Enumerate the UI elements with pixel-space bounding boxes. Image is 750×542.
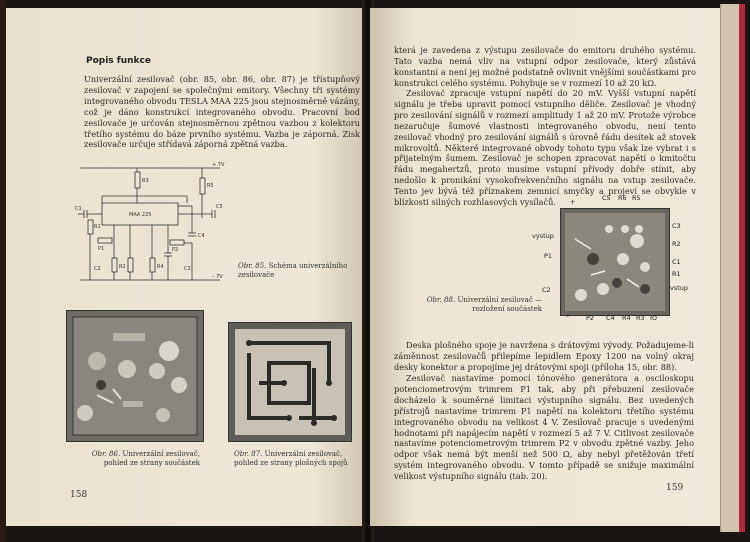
label-p2: P2 [586, 314, 595, 322]
fig88-caption [422, 296, 542, 314]
label-vstup: vstup [670, 284, 689, 292]
label-r3: R3 [636, 314, 645, 322]
label-p1: P1 [544, 252, 553, 260]
label-io: IO [650, 314, 658, 322]
fig87-number: Obr. 87. [234, 450, 263, 458]
label-plus: + [570, 198, 576, 206]
fig87-photo [228, 322, 352, 442]
page-number-right: 159 [666, 483, 684, 493]
input-paragraph: Zesilovač zpracuje vstupní napětí do 20 mV. Vyšší vstupní napětí signálu je třeba upravit pomocí vstupního děliče. Zesilovač je vhodný pro zesilování signálů v rozmezí amplitudy 1 až 20 mV. Protože výrobce nezaručuje šumové vlastnosti integrovaného obvodu, není tento zesilovač vhodný pro zesilování signálů s úrovně řádu desítek až stovek mikrovoltů. Některé integrované obvody tohoto typu však lze vybrat i s přijatelným šumem. Zesilovač je schopen zpracovat napětí o kmitočtu řádu megahertzů, proto musíme vstupní přívody dobře stínit, aby nedošlo k pronikání vysokofrekvenčního signálu na vstup zesilovače. Tento jev bývá též příznakem zemnicí smyčky a projeví se obvykle v blízkosti silných rozhlasových vysílačů. [394, 88, 696, 208]
left-page [6, 8, 366, 526]
r4-label: R4 [157, 264, 164, 270]
setup-paragraph: Zesilovač nastavíme pomocí tónového generátora a osciloskopu potenciometrovým trimrem P1 tak, aby při přebuzení zesilovače docházelo k souměrné limitaci výstupního signálu. Bez uvedených přístrojů nastavíme trimrem P1 napětí na kolektoru třetího systému integrovaného obvodu na velikost 4 V. Zesilovač pracuje s uvedenými hodnotami při napájecím napětí v rozmezí 5 až 7 V. Citlivost zesilovače nastavíme potenciometrovým trimrem P2 v obvodu zpětné vazby. Jeho odpor však nemá být menší než 500 Ω, aby nebyl přetěžován třetí systém integrovaného obvodu. V tomto případě se snižuje maximální velikost výstupního signálu (tab. 20). [394, 373, 694, 482]
page-edges [720, 4, 745, 532]
fig88-number: Obr. 88. [426, 296, 456, 304]
r2-label: R2 [119, 264, 126, 270]
c5-label: C5 [216, 204, 223, 210]
c3-label: C3 [184, 266, 191, 272]
fig86-photo [66, 310, 204, 442]
label-r1: R1 [672, 270, 681, 278]
r5-label: R5 [207, 183, 214, 189]
label-c1: C1 [672, 258, 681, 266]
label-c5: C5 [602, 194, 611, 202]
ic-label: MAA 225 [129, 212, 152, 218]
right-page [370, 8, 720, 526]
label-c2: C2 [542, 286, 551, 294]
r1-label: R1 [94, 224, 101, 230]
c4-label: C4 [198, 233, 205, 239]
amplifier-schematic [72, 158, 232, 286]
plus-supply-label: + 7V [212, 162, 225, 168]
fig85-caption [238, 262, 348, 280]
label-minus: – [566, 312, 570, 320]
label-r4: R4 [622, 314, 631, 322]
continued-paragraph: která je zavedena z výstupu zesilovače do emitoru druhého systému. Tato vazba nemá vliv na vstupní odpor zesilovače, který zůstává konstantní a není jej možné podstatně ovlivnit vnějšími součástkami pro konstrukci celého systému. Pohybuje se v rozmezí 10 až 20 kΩ. [394, 45, 696, 88]
section-heading: Popis funkce [86, 56, 151, 66]
label-c3: C3 [672, 222, 681, 230]
p1-label: P1 [98, 246, 105, 252]
c2-label: C2 [94, 266, 101, 272]
fig85-text: Schéma univerzálního zesilovače [238, 262, 348, 279]
fig87-text: Univerzální zesilovač, pohled ze strany plošných spojů [234, 450, 348, 467]
fig86-number: Obr. 86. [91, 450, 121, 458]
page-number-left: 158 [70, 490, 88, 500]
fig86-caption [80, 450, 200, 468]
pcb-paragraph: Deska plošného spoje je navržena s drátovými vývody. Požadujeme-li záměnnost zesilovačů přilepíme lepidlem Epoxy 1200 na volný okraj desky konektor a propojíme jej drátovými spoji (příloha 15, obr. 88). [394, 340, 694, 372]
label-r5: R5 [632, 194, 641, 202]
minus-supply-label: – 7V [212, 274, 223, 280]
fig87-caption [234, 450, 354, 468]
label-vystup: výstup [532, 232, 554, 240]
label-r2: R2 [672, 240, 681, 248]
intro-paragraph: Univerzální zesilovač (obr. 85, obr. 86, obr. 87) je třístupňový zesilovač v zapojení se společnými emitory. Všechny tři systémy integrovaného obvodu TESLA MAA 225 jsou stejnosměrně vázány, což je dáno konstrukcí integrovaného obvodu. Pracovní bod zesilovače je určován stejnosměrnou zpětnou vazbou z kolektoru třetího systému do báze prvního systému. Vazba je záporná. Zisk zesilovače určuje střídavá záporná zpětná vazba. [84, 74, 360, 150]
fig85-number: Obr. 85. [238, 262, 267, 270]
p2-label: P2 [172, 247, 179, 253]
r3-label: R3 [142, 178, 149, 184]
label-r6: R6 [618, 194, 627, 202]
label-c4: C4 [606, 314, 615, 322]
fig86-text: Univerzální zesilovač, pohled ze strany součástek [103, 450, 200, 467]
c1-label: C1 [75, 206, 82, 212]
fig88-text: Univerzální zesilovač — rozložení součástek [457, 296, 542, 313]
